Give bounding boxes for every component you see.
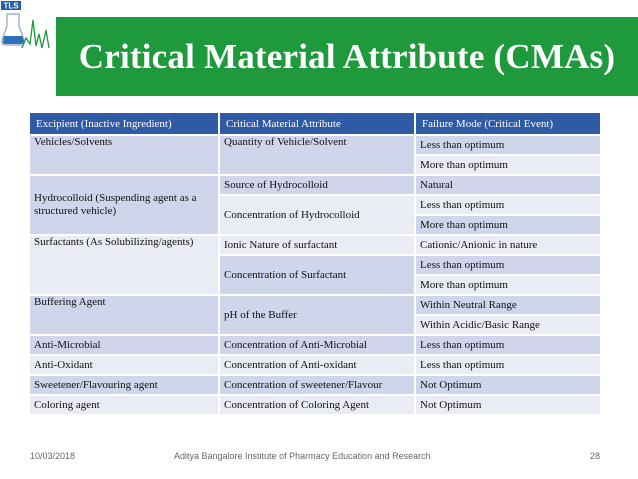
footer-institute: Aditya Bangalore Institute of Pharmacy Education and Research — [174, 451, 431, 461]
logo — [0, 0, 56, 60]
table-row — [29, 395, 601, 415]
table-row — [29, 235, 601, 255]
attribute-cell: Quantity of Vehicle/Solvent — [219, 135, 415, 175]
table-row — [29, 375, 601, 395]
attribute-cell: Concentration of Hydrocolloid — [219, 195, 415, 235]
attribute-cell: Source of Hydrocolloid — [219, 175, 415, 195]
failure-cell: Less than optimum — [415, 195, 601, 215]
logo-text: TLS — [3, 1, 19, 11]
table-row — [29, 135, 601, 155]
table-row — [29, 295, 601, 315]
cma-table — [28, 111, 602, 416]
table-row — [29, 335, 601, 355]
failure-cell: Within Neutral Range — [415, 295, 601, 315]
attribute-cell: pH of the Buffer — [219, 295, 415, 335]
excipient-cell: Coloring agent — [29, 395, 219, 415]
excipient-cell: Anti-Oxidant — [29, 355, 219, 375]
attribute-cell: Concentration of Surfactant — [219, 255, 415, 295]
excipient-cell: Hydrocolloid (Suspending agent as a structured vehicle) — [29, 175, 219, 235]
failure-cell: Natural — [415, 175, 601, 195]
header-excipient: Excipient (Inactive Ingredient) — [29, 112, 219, 135]
attribute-cell: Concentration of sweetener/Flavour — [219, 375, 415, 395]
header-attribute: Critical Material Attribute — [219, 112, 415, 135]
excipient-cell: Vehicles/Solvents — [29, 135, 219, 175]
failure-cell: More than optimum — [415, 155, 601, 175]
excipient-cell: Buffering Agent — [29, 295, 219, 335]
slide-title: Critical Material Attribute (CMAs) — [78, 36, 616, 76]
header-failure-mode: Failure Mode (Critical Event) — [415, 112, 601, 135]
failure-cell: Not Optimum — [415, 395, 601, 415]
failure-cell: Not Optimum — [415, 375, 601, 395]
footer-date: 10/03/2018 — [30, 451, 76, 461]
failure-cell: Cationic/Anionic in nature — [415, 235, 601, 255]
table-row — [29, 175, 601, 195]
table-row — [29, 355, 601, 375]
failure-cell: Less than optimum — [415, 355, 601, 375]
excipient-cell: Anti-Microbial — [29, 335, 219, 355]
excipient-cell: Sweetener/Flavouring agent — [29, 375, 219, 395]
table-header-row — [29, 112, 601, 135]
attribute-cell: Ionic Nature of surfactant — [219, 235, 415, 255]
footer-page-number: 28 — [590, 451, 601, 461]
failure-cell: Less than optimum — [415, 335, 601, 355]
failure-cell: Within Acidic/Basic Range — [415, 315, 601, 335]
attribute-cell: Concentration of Coloring Agent — [219, 395, 415, 415]
failure-cell: More than optimum — [415, 215, 601, 235]
excipient-cell: Surfactants (As Solubilizing/agents) — [29, 235, 219, 295]
failure-cell: More than optimum — [415, 275, 601, 295]
failure-cell: Less than optimum — [415, 135, 601, 155]
attribute-cell: Concentration of Anti-oxidant — [219, 355, 415, 375]
flask-logo-icon — [0, 0, 56, 60]
title-bar — [56, 17, 638, 96]
attribute-cell: Concentration of Anti-Microbial — [219, 335, 415, 355]
failure-cell: Less than optimum — [415, 255, 601, 275]
